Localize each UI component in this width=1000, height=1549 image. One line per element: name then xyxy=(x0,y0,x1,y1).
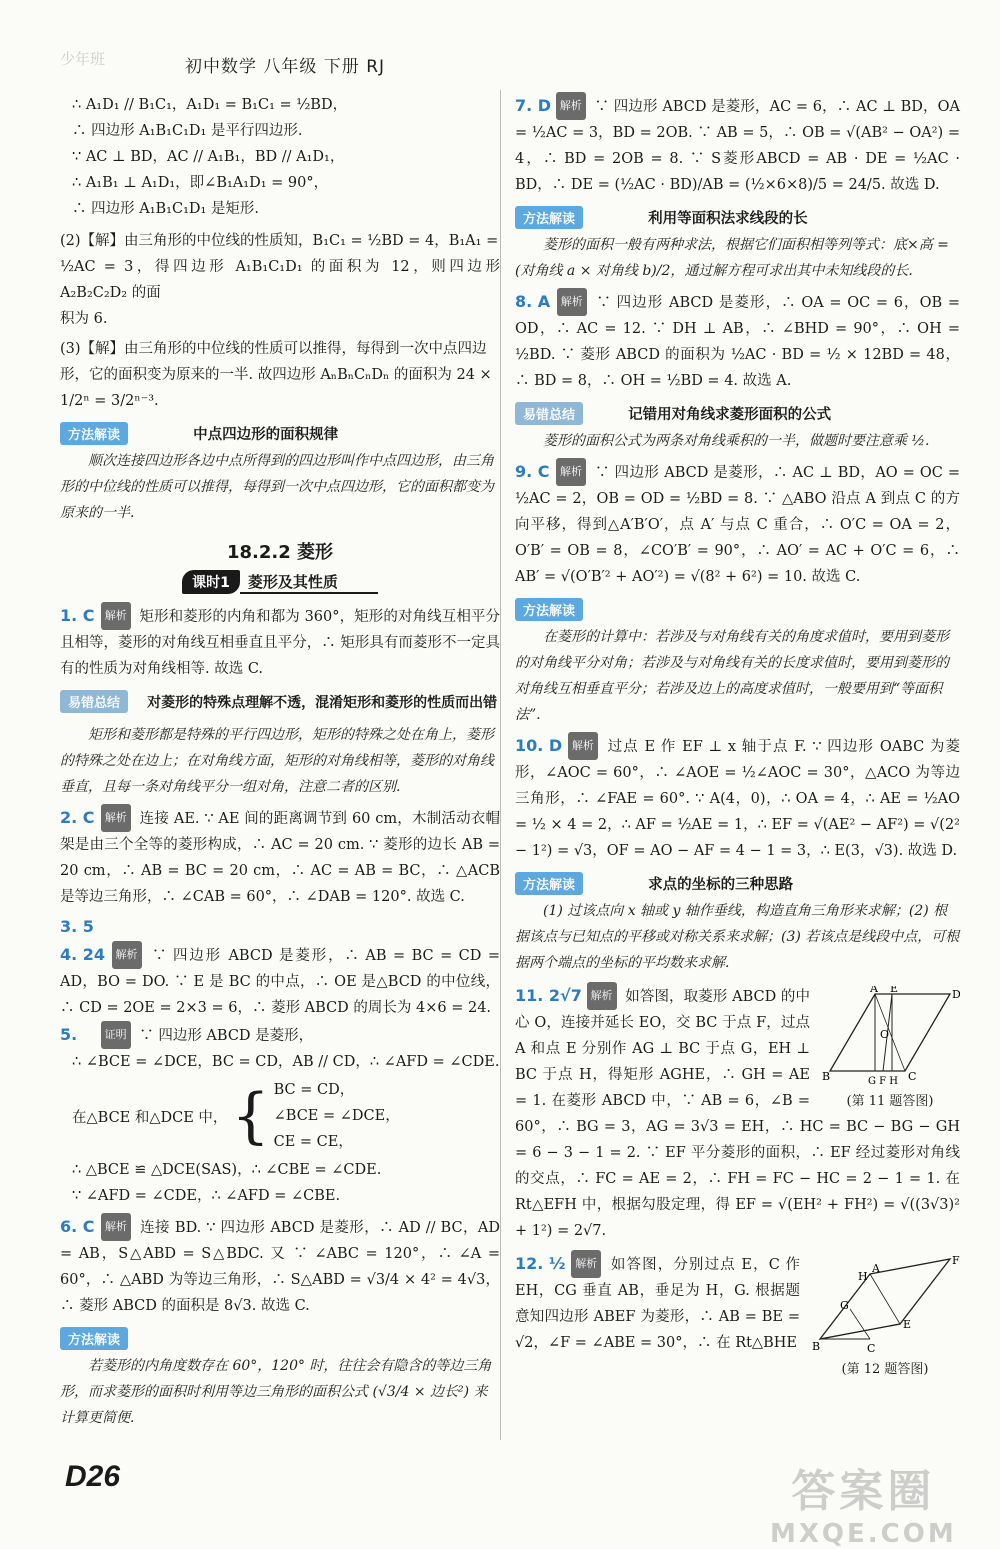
page-header xyxy=(0,0,1000,80)
text-line: ∴ A₁B₁ ⊥ A₁D₁，即∠B₁A₁D₁ = 90°， xyxy=(72,175,329,191)
answer-number: 12. ½ xyxy=(515,1254,566,1273)
error-tag: 易错总结 xyxy=(515,402,583,425)
answer-3 xyxy=(60,914,500,941)
method-tag: 方法解读 xyxy=(60,422,128,445)
proof-line: ∴ △BCE ≌ △DCE(SAS)，∴ ∠CBE = ∠CDE. xyxy=(72,1162,382,1178)
analysis-tag: 解析 xyxy=(556,458,586,486)
answer-number: 2. C xyxy=(60,808,95,827)
left-column xyxy=(60,92,500,1431)
section-title: 18.2.2 菱形 xyxy=(226,542,334,563)
brace-item: ∠BCE = ∠DCE， xyxy=(273,1108,400,1124)
error-box-header xyxy=(515,402,960,426)
answer-11 xyxy=(515,982,960,1244)
svg-text:H: H xyxy=(858,1270,868,1283)
answer-text: ∵ 四边形 ABCD 是菱形，∴ AC ⊥ BD，AO = OC = ½AC = 2，OB = OD = ½BD = 8. ∵ △ABO 沿点 A 到点 C 的方向平移，得到△A′B′O′，点 A′ 与点 C 重合，∴ O′C = OA = 2，O′B′ = OB = 8，∠CO′B′ = 90°，∴ AO′ = AC + O′C = 6，∴ AB′ = √(O′B′² + AO′²) = √(8² + 6²) = 10. 故选 C. xyxy=(515,465,960,585)
svg-text:A: A xyxy=(870,986,878,995)
answer-6 xyxy=(60,1213,500,1319)
right-column xyxy=(515,92,960,1379)
figure-11 xyxy=(820,986,960,1109)
method-text: (1) 过该点向 x 轴或 y 轴作垂线，构造直角三角形来求解；(2) 根据该点与已知点的平移或对称关系来求解；(3) 若该点是线段中点，可根据两个端点的坐标的平均数来求解. xyxy=(515,903,960,971)
error-text: 菱形的面积公式为两条对角线乘积的一半，做题时要注意乘 ½. xyxy=(543,433,930,449)
page-number: D26 xyxy=(65,1460,121,1493)
answer-text: ∵ 四边形 ABCD 是菱形， xyxy=(139,1028,314,1044)
answer-12 xyxy=(515,1250,960,1377)
analysis-tag: 解析 xyxy=(112,941,142,969)
answer-2 xyxy=(60,804,500,910)
proof-brace-block xyxy=(60,1077,500,1155)
figure-caption: (第 12 题答图) xyxy=(841,1362,929,1377)
method-box-header xyxy=(60,422,500,446)
method-box-header xyxy=(515,872,960,896)
method-tag: 方法解读 xyxy=(60,1327,128,1350)
proof-tag: 证明 xyxy=(101,1021,131,1049)
answer-text: ∵ 四边形 ABCD 是菱形，AC = 6，∴ AC ⊥ BD，OA = ½AC = 3，BD = 2OB. ∵ AB = 5，∴ OB = √(AB² − OA²) = 4，∴ BD = 2OB = 8. ∵ S菱形ABCD = AB · DE = ½AC · BD，∴ DE = (½AC · BD)/AB = (½×6×8)/5 = 24/5. 故选 D. xyxy=(515,99,961,193)
method-title: 利用等面积法求线段的长 xyxy=(648,211,808,227)
analysis-tag: 解析 xyxy=(587,982,617,1010)
brace-item: BC = CD， xyxy=(273,1082,355,1098)
method-tag: 方法解读 xyxy=(515,598,583,621)
answer-4 xyxy=(60,941,500,1021)
error-title: 记错用对角线求菱形面积的公式 xyxy=(628,407,832,423)
answer-number: 4. 24 xyxy=(60,945,106,964)
error-tag: 易错总结 xyxy=(60,690,128,713)
answer-5 xyxy=(60,1021,500,1049)
analysis-tag: 解析 xyxy=(571,1250,601,1278)
svg-text:O: O xyxy=(880,1028,890,1041)
analysis-tag: 解析 xyxy=(101,804,131,832)
answer-number: 10. D xyxy=(515,736,563,755)
analysis-tag: 解析 xyxy=(101,1213,131,1241)
answer-text: 连接 BD. ∵ 四边形 ABCD 是菱形，∴ AD // BC，AD = AB，S△ABD = S△BDC. 又 ∵ ∠ABC = 120°，∴ ∠A = 60°，∴ △ABD 为等边三角形，∴ S△ABD = √3/4 × 4² = 4√3，∴ 菱形 ABCD 的面积是 8√3. 故选 C. xyxy=(60,1220,501,1314)
text-line: ½AC = 3，得四边形 A₁B₁C₁D₁ 的面积为 12，则四边形 A₂B₂C₂D₂ 的面 xyxy=(60,259,500,301)
method-text: 在菱形的计算中：若涉及与对角线有关的角度求值时，要用到菱形的对角线平分对角；若涉及与对角线有关的长度求值时，要用到菱形的对角线互相垂直平分；若涉及边上的高度求值时，一般要用到“等面积法”. xyxy=(515,629,949,723)
text-line: ∴ 四边形 A₁B₁C₁D₁ 是矩形. xyxy=(72,201,260,217)
lesson-badge: 课时1 xyxy=(182,570,240,594)
svg-text:C: C xyxy=(908,1070,917,1083)
svg-text:G: G xyxy=(840,1299,849,1312)
error-text: 矩形和菱形都是特殊的平行四边形，矩形的特殊之处在角上，菱形的特殊之处在边上；在对角线方面，矩形的对角线相等，菱形的对角线垂直，且每一条对角线平分一组对角，注意二者的区别. xyxy=(60,727,494,795)
analysis-tag: 解析 xyxy=(557,288,587,316)
rhombus-figure-11 xyxy=(820,986,960,1086)
text-line: ∴ 四边形 A₁B₁C₁D₁ 是平行四边形. xyxy=(72,123,303,139)
analysis-tag: 解析 xyxy=(101,602,131,630)
error-box-header xyxy=(60,690,500,714)
svg-text:E: E xyxy=(903,1318,912,1331)
svg-text:B: B xyxy=(812,1340,821,1353)
method-text: 菱形的面积一般有两种求法，根据它们面积相等列等式：底×高 = (对角线 a × 对角线 b)/2，通过解方程可求出其中未知线段的长. xyxy=(515,237,949,279)
figure-caption: (第 11 题答图) xyxy=(846,1094,934,1109)
answer-text: ∵ 四边形 ABCD 是菱形，∴ OA = OC = 6，OB = OD，∴ AC = 12. ∵ DH ⊥ AB，∴ ∠BHD = 90°，∴ OH = ½BD. ∵ 菱形 ABCD 的面积为 ½AC · BD = ½ × 12BD = 48，∴ BD = 8，∴ OH = ½BD = 4. 故选 A. xyxy=(515,295,961,389)
svg-text:E: E xyxy=(890,986,899,995)
brace-symbol: { xyxy=(231,1081,270,1151)
proof-line: ∵ ∠AFD = ∠CDE，∴ ∠AFD = ∠CBE. xyxy=(72,1188,341,1204)
method-text: 若菱形的内角度数存在 60°，120° 时，往往会有隐含的等边三角形，而求菱形的面积时利用等边三角形的面积公式 (√3/4 × 边长²) 来计算更简便. xyxy=(60,1358,492,1426)
answer-8 xyxy=(515,288,960,394)
answer-number: 9. C xyxy=(515,462,550,481)
rhombus-figure-12 xyxy=(810,1254,960,1354)
answer-number: 8. A xyxy=(515,292,551,311)
text-line: 积为 6. xyxy=(60,311,108,327)
svg-text:D: D xyxy=(952,988,960,1001)
text-line: ∵ AC ⊥ BD，AC // A₁B₁，BD // A₁D₁， xyxy=(72,149,345,165)
lesson-heading xyxy=(60,570,500,594)
answer-number: 7. D xyxy=(515,96,552,115)
answer-7 xyxy=(515,92,960,198)
text-line: ∴ A₁D₁ // B₁C₁，A₁D₁ = B₁C₁ = ½BD， xyxy=(72,97,348,113)
answer-text: 矩形和菱形的内角和都为 360°，矩形的对角线互相平分且相等，菱形的对角线互相垂直且平分，∴ 矩形具有而菱形不一定具有的性质为对角线相等. 故选 C. xyxy=(60,609,500,677)
figure-12 xyxy=(810,1254,960,1377)
column-divider xyxy=(500,90,501,1440)
proof-brace-intro: 在△BCE 和△DCE 中， xyxy=(72,1109,228,1126)
brace-conditions xyxy=(274,1077,400,1155)
method-tag: 方法解读 xyxy=(515,872,583,895)
analysis-tag: 解析 xyxy=(568,732,598,760)
answer-number: 11. 2√7 xyxy=(515,986,582,1005)
answer-text: 如答图，取菱形 ABCD 的中心 O，连接并延长 EO，交 BC 于点 F，过点 A 和点 E 分别作 AG ⊥ BC 于点 G，EH ⊥ BC 于点 H，得矩形 AGHE，∴ GH = AE = 1. 在菱形 ABCD 中，∵ AB = 6，∠B = 60°，∴ BG = 3，AG = 3√3 = EH，∴ HC = BC − BG − GH = 6 − 3 − 1 = 2. ∵ EF 平分菱形的面积，∴ EF 经过菱形对角线的交点，∴ FC = AE = 2，∴ FH = FC − HC = 2 − 1 = 1. 在 Rt△EFH 中，根据勾股定理，得 EF = √(EH² + FH²) = √((3√3)² + 1²) = 2√7. xyxy=(515,989,960,1239)
answer-9 xyxy=(515,458,960,590)
header-title: 初中数学 八年级 下册 RJ xyxy=(185,57,386,77)
answer-1 xyxy=(60,602,500,682)
method-box-header xyxy=(60,1327,500,1351)
text-line: (3)【解】由三角形的中位线的性质可以推得，每得到一次中点四边 xyxy=(60,341,487,357)
watermark-title: 答案圈 xyxy=(791,1466,936,1517)
answer-text: 连接 AE. ∵ AE 间的距离调节到 60 cm，木制活动衣帽架是由三个全等的菱形构成，∴ AC = 20 cm. ∵ 菱形的边长 AB = 20 cm，∴ AB = BC = 20 cm，∴ AC = AB = BC，∴ △ACB 是等边三角形，∴ ∠CAB = 60°，∴ ∠DAB = 120°. 故选 C. xyxy=(60,811,501,905)
method-title: 求点的坐标的三种思路 xyxy=(648,877,794,893)
answer-10 xyxy=(515,732,960,864)
error-title: 对菱形的特殊点理解不透，混淆矩形和菱形的性质而出错 xyxy=(147,695,498,711)
watermark xyxy=(770,1455,957,1549)
svg-text:A: A xyxy=(872,1262,880,1275)
method-tag: 方法解读 xyxy=(515,206,583,229)
answer-number: 5. xyxy=(60,1025,78,1044)
answer-text: 如答图，分别过点 E，C 作 EH，CG 垂直 AB，垂足为 H，G. 根据题意知四边形 ABEF 为菱形，∴ AB = BE = √2，∠F = ∠ABE = 30°，∴ 在 Rt△BHE xyxy=(515,1257,801,1351)
answer-number: 3. 5 xyxy=(60,917,94,936)
answer-number: 6. C xyxy=(60,1217,95,1236)
text-line: (2)【解】由三角形的中位线的性质知，B₁C₁ = ½BD = 4，B₁A₁ = xyxy=(60,233,499,249)
text-line: 形，它的面积变为原来的一半. 故四边形 AₙBₙCₙDₙ 的面积为 24 × xyxy=(60,367,492,383)
watermark-url: MXQE.COM xyxy=(770,1519,957,1549)
proof-line: ∴ ∠BCE = ∠DCE，BC = CD，AB // CD，∴ ∠AFD = ∠CDE. xyxy=(72,1054,500,1070)
brace-item: CE = CE， xyxy=(273,1134,353,1150)
answer-text: 过点 E 作 EF ⊥ x 轴于点 F. ∵ 四边形 OABC 为菱形，∠AOC = 60°，∴ ∠AOE = ½∠AOC = 30°，△ACO 为等边三角形，∴ ∠FAE = 60°. ∵ A(4，0)，∴ OA = 4，∴ AE = ½AO = ½ × 4 = 2，∴ AF = ½AE = 1，∴ EF = √(AE² − AF²) = √(2² − 1²) = √3，OF = AO − AF = 4 − 1 = 3，∴ E(3，√3). 故选 D. xyxy=(515,739,961,859)
answer-text: ∵ 四边形 ABCD 是菱形，∴ AB = BC = CD = AD，BO = DO. ∵ E 是 BC 的中点，∴ OE 是△BCD 的中位线，∴ CD = 2OE = 2×3 = 6，∴ 菱形 ABCD 的周长为 4×6 = 24. xyxy=(60,948,501,1016)
svg-text:C: C xyxy=(867,1342,876,1354)
method-text: 顺次连接四边形各边中点所得到的四边形叫作中点四边形，由三角形的中位线的性质可以推得，每得到一次中点四边形，它的面积都变为原来的一半. xyxy=(60,453,494,521)
svg-text:F: F xyxy=(952,1254,960,1267)
method-title: 中点四边形的面积规律 xyxy=(193,427,339,443)
method-box-header xyxy=(515,598,960,622)
svg-text:G F H: G F H xyxy=(868,1076,899,1086)
answer-number: 1. C xyxy=(60,606,95,625)
svg-text:B: B xyxy=(822,1070,831,1083)
lesson-name: 菱形及其性质 xyxy=(240,571,378,594)
brand-logo-text: 少年班 xyxy=(60,50,106,68)
analysis-tag: 解析 xyxy=(556,92,586,120)
method-box-header xyxy=(515,206,960,230)
text-line: 1/2ⁿ = 3/2ⁿ⁻³. xyxy=(60,393,159,409)
